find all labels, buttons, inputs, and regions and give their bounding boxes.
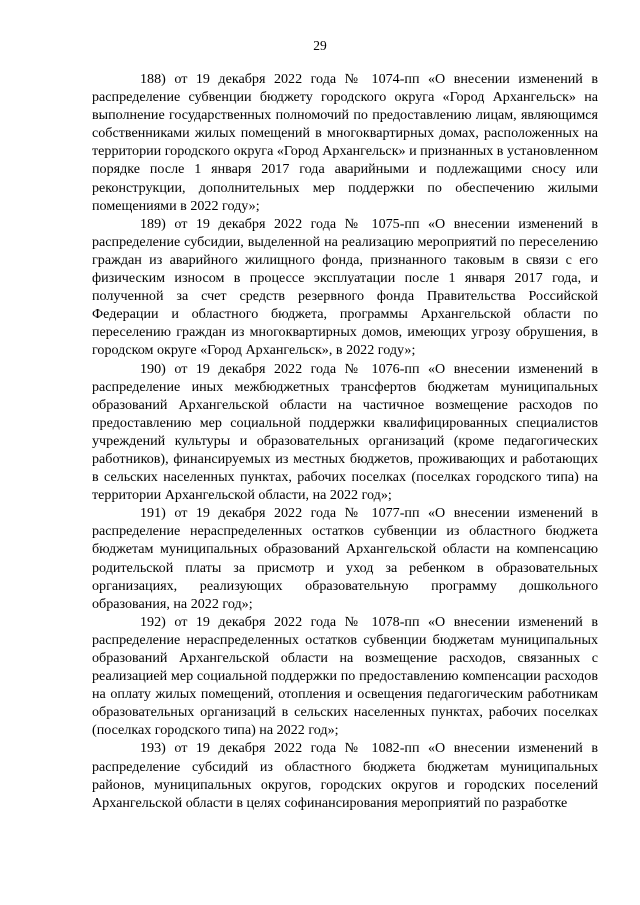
- paragraph-192: 192) от 19 декабря 2022 года № 1078-пп «О внесении изменений в распределение нераспределенных остатков субвенции бюджетам муниципальных образований Архангельской области на возмещение расходов, связанных с реализацией мер социальной поддержки по предоставлению компенсации расходов на оплату жилых помещений, отопления и освещения педагогическим работникам образовательных организаций в сельских населенных пунктах, рабочих поселках (поселках городского типа) на 2022 год»;: [92, 613, 598, 739]
- paragraph-190: 190) от 19 декабря 2022 года № 1076-пп «О внесении изменений в распределение иных межбюджетных трансфертов бюджетам муниципальных образований Архангельской области на частичное возмещение расходов по предоставлению мер социальной поддержки квалифицированных специалистов учреждений культуры и образовательных организаций (кроме педагогических работников), финансируемых из местных бюджетов, проживающих и работающих в сельских населенных пунктах, рабочих поселках (поселках городского типа) на территории Архангельской области, на 2022 год»;: [92, 360, 598, 504]
- paragraph-189: 189) от 19 декабря 2022 года № 1075-пп «О внесении изменений в распределение субсидии, выделенной на реализацию мероприятий по переселению граждан из аварийного жилищного фонда, признанного таковым в связи с его физическим износом в процессе эксплуатации после 1 января 2017 года, и полученной за счет средств резервного фонда Правительства Российской Федерации и областного бюджета, программы Архангельской области по переселению граждан из многоквартирных домов, имеющих угрозу обрушения, в городском округе «Город Архангельск», в 2022 году»;: [92, 215, 598, 359]
- paragraph-188: 188) от 19 декабря 2022 года № 1074-пп «О внесении изменений в распределение субвенции бюджету городского округа «Город Архангельск» на выполнение государственных полномочий по предоставлению лицам, являющимся собственниками жилых помещений в многоквартирных домах, расположенных на территории городского округа «Город Архангельск» и признанных в установленном порядке после 1 января 2017 года аварийными и подлежащими сносу или реконструкции, дополнительных мер поддержки по обеспечению жилыми помещениями в 2022 году»;: [92, 71, 598, 214]
- page-number: 29: [313, 38, 327, 53]
- document-body: [92, 70, 598, 812]
- paragraph-191: 191) от 19 декабря 2022 года № 1077-пп «О внесении изменений в распределение нераспределенных остатков субвенции из областного бюджета бюджетам муниципальных образований Архангельской области на компенсацию родительской платы за присмотр и уход за ребенком в образовательных организациях, реализующих образовательную программу дошкольного образования, на 2022 год»;: [92, 505, 598, 612]
- paragraph-193: 193) от 19 декабря 2022 года № 1082-пп «О внесении изменений в распределение субсидий из областного бюджета бюджетам муниципальных районов, муниципальных округов, городских округов и городских поселений Архангельской области в целях софинансирования мероприятий по разработке: [92, 740, 598, 811]
